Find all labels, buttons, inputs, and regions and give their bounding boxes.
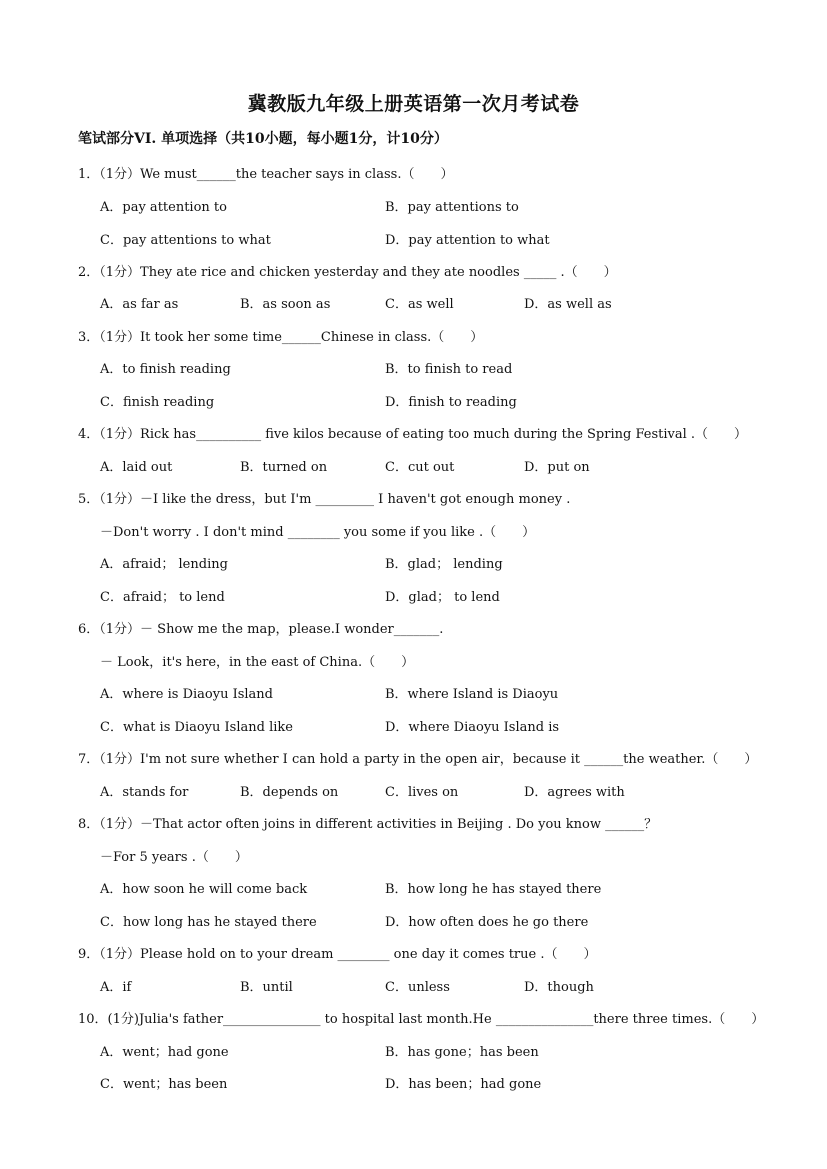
question-10-option-b[interactable]: B．has gone；has been [385,1045,539,1060]
question-8-option-d[interactable]: D．how often does he go there [385,915,589,930]
section-heading: 笔试部分VI. 单项选择（共10小题，每小题1分，计10分） [78,131,448,147]
question-4-option-b[interactable]: B．turned on [240,460,328,475]
question-4-stem: 4．（1分）Rick has__________ five kilos because of eating too much during the Spring Festival .（ ） [78,427,748,442]
question-4-option-a[interactable]: A．laid out [100,460,173,475]
question-1-option-a[interactable]: A．pay attention to [100,200,227,215]
question-3-option-b[interactable]: B．to finish to read [385,362,513,377]
question-9-option-d[interactable]: D．though [524,980,594,995]
question-3-stem: 3．（1分）It took her some time______Chinese in class.（ ） [78,330,484,345]
question-8-stem: 8．（1分）－That actor often joins in different activities in Beijing . Do you know ______？ [78,817,658,832]
question-6-reply: － Look，it's here，in the east of China.（ ） [100,655,415,670]
question-10-option-a[interactable]: A．went；had gone [100,1045,229,1060]
question-7-option-b[interactable]: B．depends on [240,785,339,800]
page-title: 冀教版九年级上册英语第一次月考试卷 [247,93,580,115]
question-1-option-d[interactable]: D．pay attention to what [385,233,550,248]
question-4-option-c[interactable]: C．cut out [385,460,455,475]
question-2-option-a[interactable]: A．as far as [100,297,179,312]
question-7-stem: 7．（1分）I'm not sure whether I can hold a party in the open air，because it ______the weather.（ ） [78,752,758,767]
question-9-option-c[interactable]: C．unless [385,980,450,995]
question-10-stem: 10．(1分)Julia's father_______________ to hospital last month.He _______________there three times.（ ） [78,1012,765,1027]
question-9-option-b[interactable]: B．until [240,980,293,995]
question-2-option-d[interactable]: D．as well as [524,297,612,312]
question-3-option-a[interactable]: A．to finish reading [100,362,231,377]
question-1-stem: 1．（1分）We must______the teacher says in class.（ ） [78,167,454,182]
question-5-option-b[interactable]: B．glad； lending [385,557,503,572]
question-10-option-d[interactable]: D．has been；had gone [385,1077,542,1092]
question-9-stem: 9．（1分）Please hold on to your dream ________ one day it comes true .（ ） [78,947,597,962]
question-5-option-c[interactable]: C．afraid； to lend [100,590,225,605]
question-5-reply: －Don't worry . I don't mind ________ you some if you like .（ ） [100,525,536,540]
question-6-option-b[interactable]: B．where Island is Diaoyu [385,687,559,702]
question-1-option-b[interactable]: B．pay attentions to [385,200,519,215]
question-8-option-a[interactable]: A．how soon he will come back [100,882,308,897]
question-7-option-a[interactable]: A．stands for [100,785,189,800]
question-8-reply: －For 5 years .（ ） [100,850,248,865]
question-10-option-c[interactable]: C．went；has been [100,1077,228,1092]
question-8-option-b[interactable]: B．how long he has stayed there [385,882,602,897]
question-2-stem: 2．（1分）They ate rice and chicken yesterday and they ate noodles _____ .（ ） [78,265,617,280]
question-6-option-d[interactable]: D．where Diaoyu Island is [385,720,560,735]
question-6-option-c[interactable]: C．what is Diaoyu Island like [100,720,293,735]
question-5-option-a[interactable]: A．afraid； lending [100,557,228,572]
question-7-option-d[interactable]: D．agrees with [524,785,625,800]
question-2-option-c[interactable]: C．as well [385,297,454,312]
question-3-option-c[interactable]: C．finish reading [100,395,215,410]
question-6-option-a[interactable]: A．where is Diaoyu Island [100,687,273,702]
question-5-option-d[interactable]: D．glad； to lend [385,590,500,605]
question-2-option-b[interactable]: B．as soon as [240,297,331,312]
question-3-option-d[interactable]: D．finish to reading [385,395,517,410]
question-5-stem: 5．（1分）－I like the dress，but I'm _________ I haven't got enough money . [78,492,571,507]
question-8-option-c[interactable]: C．how long has he stayed there [100,915,317,930]
question-1-option-c[interactable]: C．pay attentions to what [100,233,271,248]
question-6-stem: 6．（1分）－ Show me the map，please.I wonder_______. [78,622,444,637]
question-4-option-d[interactable]: D．put on [524,460,590,475]
question-9-option-a[interactable]: A．if [100,980,132,995]
question-7-option-c[interactable]: C．lives on [385,785,459,800]
